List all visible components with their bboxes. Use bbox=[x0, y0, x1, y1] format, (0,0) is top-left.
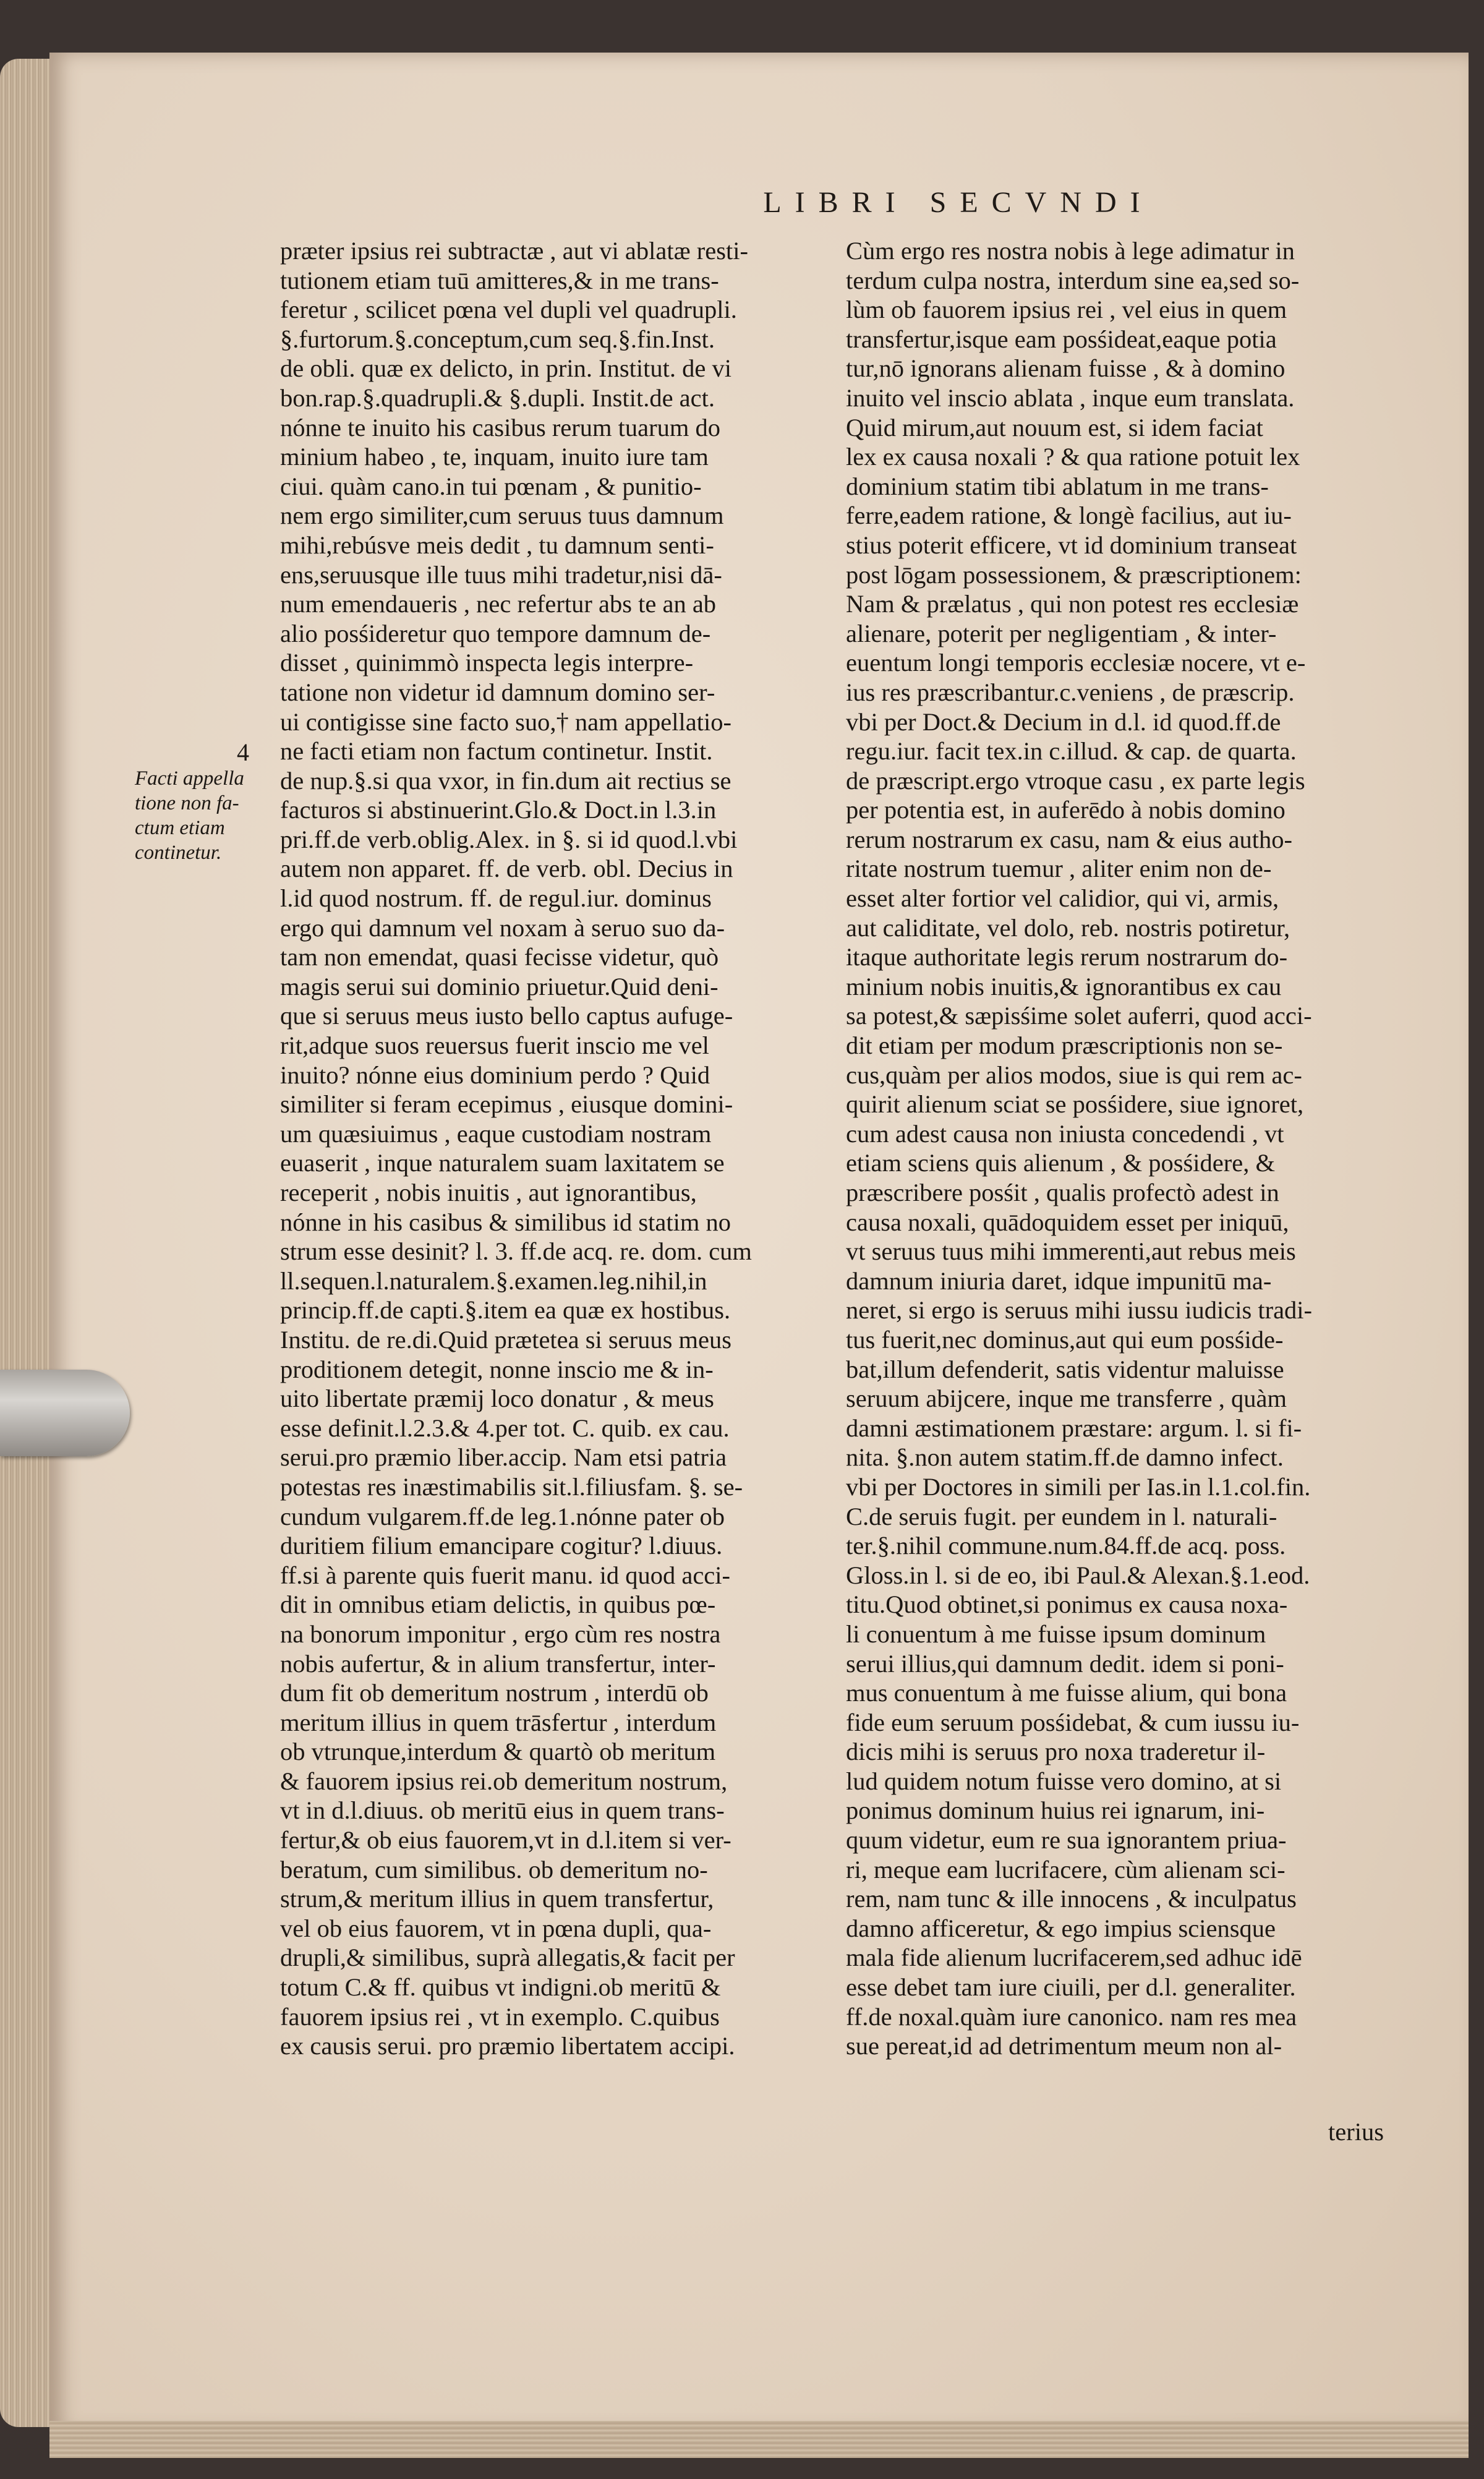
text-line: inuito? nónne eius dominium perdo ? Quid bbox=[280, 1060, 710, 1089]
text-line: & fauorem ipsius rei.ob demeritum nostrum, bbox=[280, 1767, 728, 1795]
text-line: vt in d.l.diuus. ob meritū eius in quem trans- bbox=[280, 1796, 725, 1825]
margin-note-line: Facti appella bbox=[135, 767, 244, 790]
text-line: damni æstimationem præstare: argum. l. si fi- bbox=[846, 1414, 1302, 1442]
text-line: nobis aufertur, & in alium transfertur, inter- bbox=[280, 1649, 716, 1678]
text-line: na bonorum imponitur , ergo cùm res nostra bbox=[280, 1619, 721, 1648]
text-line: lud quidem notum fuisse vero domino, at si bbox=[846, 1767, 1282, 1795]
text-line: ui contigisse sine facto suo,† nam appellatio- bbox=[280, 707, 731, 736]
text-line: post lōgam possessionem, & præscriptionem: bbox=[846, 560, 1302, 589]
text-line: ob vtrunque,interdum & quartò ob meritum bbox=[280, 1738, 716, 1766]
text-line: proditionem detegit, nonne inscio me & in- bbox=[280, 1355, 714, 1383]
text-line: ponimus dominum huius rei ignarum, ini- bbox=[846, 1796, 1265, 1825]
text-line: ll.sequen.l.naturalem.§.examen.leg.nihil,in bbox=[280, 1266, 707, 1295]
text-line: serui.pro præmio liber.accip. Nam etsi patria bbox=[280, 1443, 727, 1472]
text-line: bat,illum defenderit, satis videntur maluisse bbox=[846, 1355, 1284, 1383]
text-line: ritate nostrum tuemur , aliter enim non de- bbox=[846, 855, 1272, 883]
text-line: um quæsiuimus , eaque custodiam nostram bbox=[280, 1119, 712, 1148]
margin-note-number: 4 bbox=[237, 738, 249, 766]
text-line: fauorem ipsius rei , vt in exemplo. C.quibus bbox=[280, 2002, 720, 2031]
text-line: nónne te inuito his casibus rerum tuarum do bbox=[280, 413, 720, 442]
running-head: LIBRI SECVNDI bbox=[763, 186, 1154, 219]
text-line: beratum, cum similibus. ob demeritum no- bbox=[280, 1855, 708, 1884]
text-line: cus,quàm per alios modos, siue is qui rem ac- bbox=[846, 1060, 1302, 1089]
text-line: quum videtur, eum re sua ignorantem priua- bbox=[846, 1826, 1287, 1854]
text-line: terdum culpa nostra, interdum sine ea,sed so- bbox=[846, 266, 1300, 294]
text-line: disset , quinimmò inspecta legis interpre- bbox=[280, 649, 694, 677]
text-line: vt seruus tuus mihi immerenti,aut rebus meis bbox=[846, 1237, 1296, 1266]
text-line: dum fit ob demeritum nostrum , interdū ob bbox=[280, 1679, 709, 1707]
text-line: lex ex causa noxali ? & qua ratione potuit lex bbox=[846, 443, 1300, 471]
text-line: transfertur,isque eam posśideat,eaque potia bbox=[846, 325, 1277, 353]
text-line: tatione non videtur id damnum domino ser- bbox=[280, 678, 715, 706]
text-line: totum C.& ff. quibus vt indigni.ob meritū & bbox=[280, 1973, 721, 2002]
text-line: Cùm ergo res nostra nobis à lege adimatur in bbox=[846, 237, 1295, 265]
text-line: rerum nostrarum ex casu, nam & eius autho- bbox=[846, 825, 1293, 853]
text-line: Institu. de re.di.Quid prætetea si seruus meus bbox=[280, 1325, 731, 1354]
text-line: mus conuentum à me fuisse alium, qui bona bbox=[846, 1679, 1287, 1707]
text-line: drupli,& similibus, suprà allegatis,& facit per bbox=[280, 1944, 735, 1972]
text-line: sa potest,& sæpisśime solet auferri, quod acci- bbox=[846, 1002, 1312, 1030]
text-line: damno afficeretur, & ego impius sciensque bbox=[846, 1914, 1276, 1942]
text-line: ff.de noxal.quàm iure canonico. nam res mea bbox=[846, 2002, 1297, 2031]
text-line: neret, si ergo is seruus mihi iussu iudicis tradi- bbox=[846, 1296, 1313, 1325]
text-line: ne facti etiam non factum continetur. Instit. bbox=[280, 737, 713, 766]
text-line: vbi per Doctores in simili per Ias.in l.1.col.fin. bbox=[846, 1472, 1311, 1501]
margin-note-line: continetur. bbox=[135, 842, 222, 864]
catchword: terius bbox=[1328, 2118, 1384, 2146]
text-line: minium habeo , te, inquam, inuito iure tam bbox=[280, 443, 709, 471]
text-line: Quid mirum,aut nouum est, si idem faciat bbox=[846, 413, 1263, 442]
text-line: num emendaueris , nec refertur abs te an ab bbox=[280, 590, 717, 618]
right-text-column bbox=[846, 236, 1359, 2061]
text-line: nita. §.non autem statim.ff.de damno infect. bbox=[846, 1443, 1284, 1472]
text-line: inuito vel inscio ablata , inque eum translata. bbox=[846, 383, 1295, 412]
text-line: præscribere posśit , qualis profectò adest in bbox=[846, 1179, 1279, 1206]
text-line: ferre,eadem ratione, & longè facilius, aut iu- bbox=[846, 501, 1292, 530]
text-line: ergo qui damnum vel noxam à seruo suo da- bbox=[280, 913, 725, 942]
text-line: meritum illius in quem trāsfertur , interdum bbox=[280, 1708, 717, 1736]
text-line: pri.ff.de verb.oblig.Alex. in §. si id quod.l.vbi bbox=[280, 825, 738, 853]
text-line: seruum abijcere, inque me transferre , quàm bbox=[846, 1385, 1287, 1413]
text-line: bon.rap.§.quadrupli.& §.dupli. Instit.de act. bbox=[280, 383, 715, 412]
text-line: ri, meque eam lucrifacere, cùm alienam sci- bbox=[846, 1855, 1286, 1884]
text-line: feretur , scilicet pœna vel dupli vel quadrupli. bbox=[280, 296, 737, 324]
text-line: cundum vulgarem.ff.de leg.1.nónne pater ob bbox=[280, 1502, 725, 1530]
text-line: princip.ff.de capti.§.item ea quæ ex hostibus. bbox=[280, 1296, 731, 1325]
page-clip bbox=[0, 1370, 130, 1456]
text-line: esse debet tam iure ciuili, per d.l. generaliter. bbox=[846, 1973, 1296, 2002]
text-line: quirit alienum sciat se posśidere, siue ignoret, bbox=[846, 1090, 1304, 1119]
text-line: autem non apparet. ff. de verb. obl. Decius in bbox=[280, 855, 733, 883]
text-line: etiam sciens quis alienum , & posśidere, & bbox=[846, 1149, 1275, 1177]
text-line: euaserit , inque naturalem suam laxitatem se bbox=[280, 1149, 725, 1177]
margin-note-line: ctum etiam bbox=[135, 817, 225, 839]
text-line: nónne in his casibus & similibus id statim no bbox=[280, 1208, 731, 1236]
margin-note bbox=[135, 739, 277, 865]
text-line: l.id quod nostrum. ff. de regul.iur. dominus bbox=[280, 884, 712, 913]
text-line: C.de seruis fugit. per eundem in l. naturali- bbox=[846, 1502, 1277, 1530]
text-line: dominium statim tibi ablatum in me trans- bbox=[846, 472, 1269, 500]
text-line: receperit , nobis inuitis , aut ignorantibus, bbox=[280, 1179, 697, 1206]
text-line: esse definit.l.2.3.& 4.per tot. C. quib. ex cau. bbox=[280, 1414, 730, 1442]
margin-note-line: tione non fa- bbox=[135, 792, 239, 814]
text-line: serui illius,qui damnum dedit. idem si poni- bbox=[846, 1649, 1284, 1678]
text-line: esset alter fortior vel calidior, qui vi, armis, bbox=[846, 884, 1279, 913]
text-line: dicis mihi is seruus pro noxa traderetur il- bbox=[846, 1738, 1266, 1766]
text-line: tur,nō ignorans alienam fuisse , & à domino bbox=[846, 354, 1286, 383]
text-line: fide eum seruum posśidebat, & cum iussu iu- bbox=[846, 1708, 1300, 1736]
text-line: vbi per Doct.& Decium in d.l. id quod.ff.de bbox=[846, 707, 1281, 736]
text-line: Gloss.in l. si de eo, ibi Paul.& Alexan.§.1.eod. bbox=[846, 1561, 1310, 1589]
text-line: præter ipsius rei subtractæ , aut vi ablatæ resti- bbox=[280, 237, 748, 265]
text-line: lùm ob fauorem ipsius rei , vel eius in quem bbox=[846, 296, 1287, 324]
text-line: similiter si feram ecepimus , eiusque domini- bbox=[280, 1090, 733, 1119]
text-line: tus fuerit,nec dominus,aut qui eum posśide- bbox=[846, 1325, 1284, 1354]
text-line: sue pereat,id ad detrimentum meum non al- bbox=[846, 2032, 1282, 2060]
text-line: facturos si abstinuerint.Glo.& Doct.in l.3.in bbox=[280, 796, 717, 824]
text-line: Nam & prælatus , qui non potest res ecclesiæ bbox=[846, 590, 1299, 618]
text-line: mihi,rebúsve meis dedit , tu damnum senti- bbox=[280, 531, 714, 559]
text-line: strum esse desinit? l. 3. ff.de acq. re. dom. cum bbox=[280, 1237, 752, 1266]
text-line: euentum longi temporis ecclesiæ nocere, vt e- bbox=[846, 649, 1306, 677]
text-line: per potentia est, in auferēdo à nobis domino bbox=[846, 796, 1286, 824]
text-line: ens,seruusque ille tuus mihi tradetur,nisi dā- bbox=[280, 560, 722, 589]
text-line: rem, nam tunc & ille innocens , & inculpatus bbox=[846, 1885, 1297, 1913]
text-line: alio posśideretur quo tempore damnum de- bbox=[280, 619, 711, 647]
text-line: regu.iur. facit tex.in c.illud. & cap. de quarta. bbox=[846, 737, 1297, 766]
book-bottom-edges bbox=[49, 2421, 1469, 2458]
text-line: vel ob eius fauorem, vt in pœna dupli, qua- bbox=[280, 1914, 712, 1942]
text-line: ex causis serui. pro præmio libertatem accipi. bbox=[280, 2032, 735, 2060]
text-line: li conuentum à me fuisse ipsum dominum bbox=[846, 1619, 1266, 1648]
text-line: mala fide alienum lucrifacerem,sed adhuc idē bbox=[846, 1944, 1302, 1972]
text-line: causa noxali, quādoquidem esset per iniquū, bbox=[846, 1208, 1289, 1236]
text-line: duritiem filium emancipare cogitur? l.diuus. bbox=[280, 1532, 723, 1560]
text-line: damnum iniuria daret, idque impunitū ma- bbox=[846, 1266, 1272, 1295]
text-line: rit,adque suos reuersus fuerit inscio me vel bbox=[280, 1031, 709, 1060]
text-line: ter.§.nihil commune.num.84.ff.de acq. poss. bbox=[846, 1532, 1286, 1560]
text-line: alienare, poterit per negligentiam , & inter- bbox=[846, 619, 1277, 647]
text-line: titu.Quod obtinet,si ponimus ex causa noxa- bbox=[846, 1590, 1288, 1619]
text-line: strum,& meritum illius in quem transfertur, bbox=[280, 1885, 714, 1913]
text-line: aut caliditate, vel dolo, reb. nostris potiretur, bbox=[846, 913, 1290, 942]
text-line: ciui. quàm cano.in tui pœnam , & punitio- bbox=[280, 472, 702, 500]
text-line: minium nobis inuitis,& ignorantibus ex cau bbox=[846, 972, 1282, 1001]
text-line: ff.si à parente quis fuerit manu. id quod acci- bbox=[280, 1561, 731, 1589]
text-line: de obli. quæ ex delicto, in prin. Institut. de vi bbox=[280, 354, 732, 383]
text-line: tutionem etiam tuū amitteres,& in me trans- bbox=[280, 266, 719, 294]
text-line: magis serui sui dominio priuetur.Quid deni- bbox=[280, 972, 719, 1001]
text-line: stius poterit efficere, vt id dominium transeat bbox=[846, 531, 1297, 559]
text-line: §.furtorum.§.conceptum,cum seq.§.fin.Inst. bbox=[280, 325, 715, 353]
text-line: dit etiam per modum præscriptionis non se- bbox=[846, 1031, 1283, 1060]
text-line: fertur,& ob eius fauorem,vt in d.l.item si ver- bbox=[280, 1826, 731, 1854]
text-line: cum adest causa non iniusta concedendi , vt bbox=[846, 1119, 1284, 1148]
text-line: nem ergo similiter,cum seruus tuus damnum bbox=[280, 501, 724, 530]
text-line: tam non emendat, quasi fecisse videtur, quò bbox=[280, 943, 719, 971]
text-line: uito libertate præmij loco donatur , & meus bbox=[280, 1385, 714, 1413]
text-line: de nup.§.si qua vxor, in fin.dum ait rectius se bbox=[280, 766, 731, 795]
left-text-column bbox=[280, 236, 818, 2061]
text-line: ius res præscribantur.c.veniens , de præscrip. bbox=[846, 678, 1295, 706]
text-line: potestas res inæstimabilis sit.l.filiusfam. §. se- bbox=[280, 1472, 743, 1501]
text-line: de præscript.ergo vtroque casu , ex parte legis bbox=[846, 766, 1305, 795]
text-line: dit in omnibus etiam delictis, in quibus pœ- bbox=[280, 1590, 716, 1619]
text-line: que si seruus meus iusto bello captus aufuge- bbox=[280, 1002, 733, 1030]
text-line: itaque authoritate legis rerum nostrarum do- bbox=[846, 943, 1288, 971]
